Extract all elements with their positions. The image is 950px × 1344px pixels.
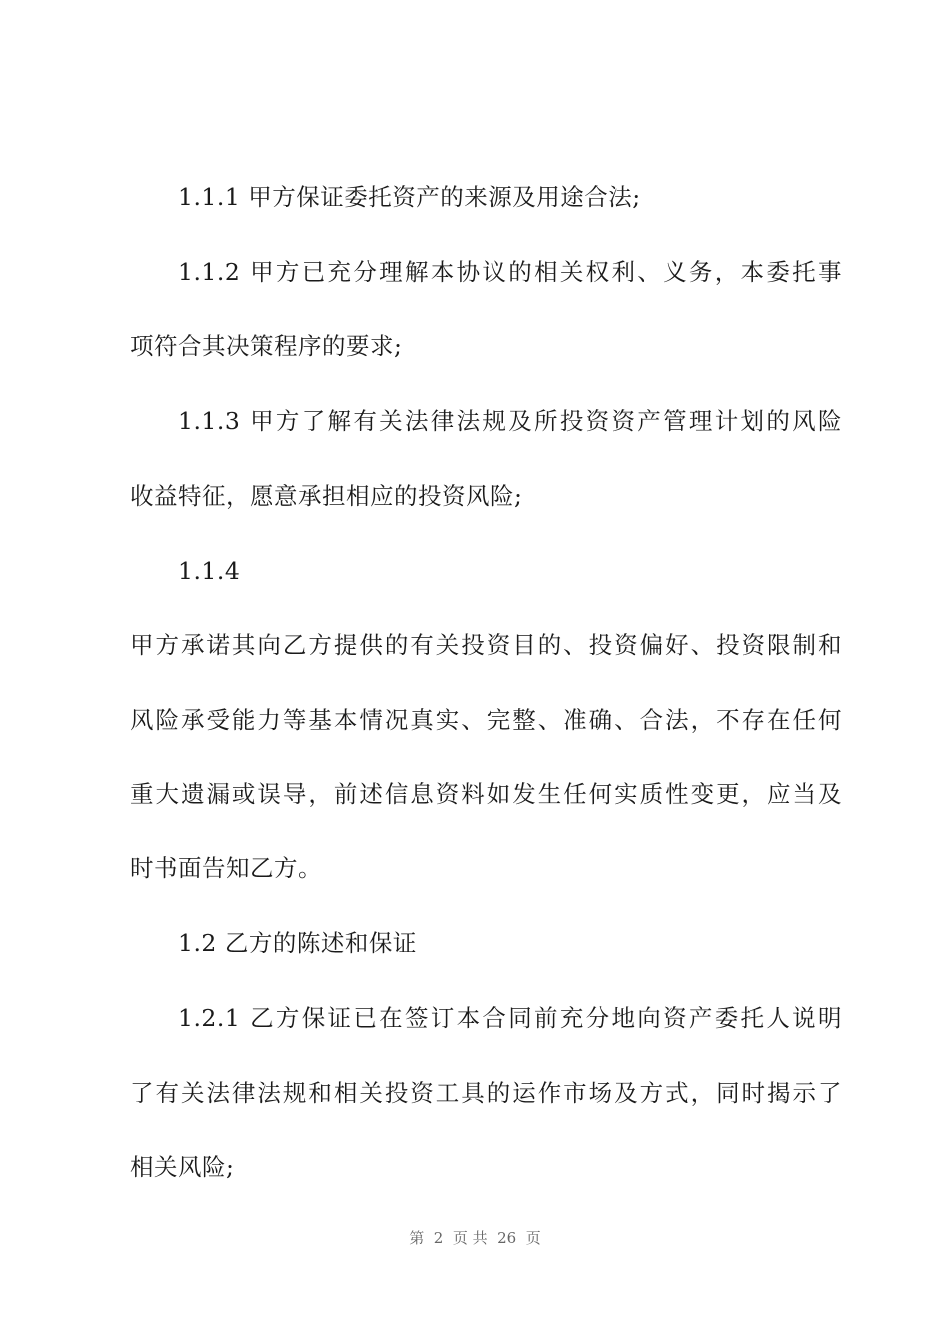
paragraph-7-line-3: 相关风险;	[130, 1153, 235, 1181]
section-heading-1-2: 1.2 乙方的陈述和保证	[178, 929, 417, 957]
paragraph-4-line-1: 1.1.4	[178, 557, 241, 585]
paragraph-5-line-3: 重大遗漏或误导，前述信息资料如发生任何实质性变更，应当及	[130, 780, 842, 808]
paragraph-2-line-2: 项符合其决策程序的要求;	[130, 332, 403, 360]
paragraph-3-line-2: 收益特征，愿意承担相应的投资风险;	[130, 482, 523, 510]
paragraph-7-line-2: 了有关法律法规和相关投资工具的运作市场及方式，同时揭示了	[130, 1079, 842, 1107]
page-number-footer: 第 2 页 共 26 页	[409, 1229, 541, 1247]
paragraph-5-line-2: 风险承受能力等基本情况真实、完整、准确、合法，不存在任何	[130, 706, 842, 734]
paragraph-5-line-4: 时书面告知乙方。	[130, 854, 322, 882]
paragraph-1-line-1: 1.1.1 甲方保证委托资产的来源及用途合法;	[178, 183, 641, 211]
paragraph-3-line-1: 1.1.3 甲方了解有关法律法规及所投资资产管理计划的风险	[178, 407, 842, 435]
paragraph-2-line-1: 1.1.2 甲方已充分理解本协议的相关权利、义务，本委托事	[178, 258, 842, 286]
paragraph-5-line-1: 甲方承诺其向乙方提供的有关投资目的、投资偏好、投资限制和	[130, 631, 842, 659]
paragraph-7-line-1: 1.2.1 乙方保证已在签订本合同前充分地向资产委托人说明	[178, 1004, 842, 1032]
